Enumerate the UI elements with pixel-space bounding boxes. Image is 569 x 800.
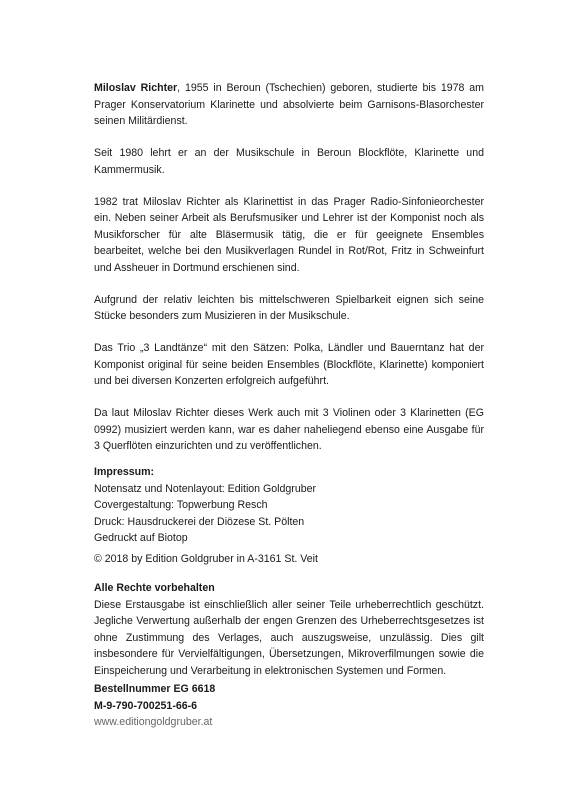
- ismn-number: M-9-790-700251-66-6: [94, 699, 198, 712]
- rights-section: [94, 580, 484, 679]
- bio-paragraph-1-text: , 1955 in Beroun (Tschechien) geboren, studierte bis 1978 am Prager Konservatorium Klarinette und absolvierte beim Garnisons-Blasorchester seinen Militärdienst.: [94, 82, 484, 127]
- bio-paragraph-3: 1982 trat Miloslav Richter als Klarinettist in das Prager Radio-Sinfonieorchester ein. Neben seiner Arbeit als Berufsmusiker und Lehrer ist der Komponist noch als Musikforscher für alte Bläsermusik tätig, die er für geeignete Ensembles bearbeitet, welche bei den Musikverlagen Rundel in Rot/Rot, Fritz in Schweinfurt und Assheuer in Dortmund erschienen sind.: [94, 195, 484, 274]
- impressum-line: Notensatz und Notenlayout: Edition Goldgruber: [94, 482, 317, 495]
- publisher-website: www.editiongoldgruber.at: [94, 716, 213, 728]
- rights-text: Diese Erstausgabe ist einschließlich aller seiner Teile urheberrechtlich geschützt. Jegliche Verwertung außerhalb der engen Grenzen des Urheberrechtsgesetzes ist ohne Zustimmung des Verlages, auch auszugsweise, unzulässig. Dies gilt insbesondere für Vervielfältigungen, Übersetzungen, Mikroverfilmungen sowie die Einspeicherung und Verarbeitung in elektronischen Systemen und Formen.: [94, 598, 484, 677]
- impressum-line: Gedruckt auf Biotop: [94, 532, 188, 544]
- order-info: [94, 681, 215, 731]
- bio-paragraph-2: Seit 1980 lehrt er an der Musikschule in Beroun Blockflöte, Klarinette und Kammermusik.: [94, 147, 484, 176]
- impressum-heading: Impressum:: [94, 466, 155, 478]
- copyright-line: © 2018 by Edition Goldgruber in A-3161 St. Veit: [94, 553, 318, 565]
- order-number: Bestellnummer EG 6618: [94, 683, 216, 695]
- bio-paragraph-1: [94, 80, 484, 130]
- bio-paragraph-6: Da laut Miloslav Richter dieses Werk auch mit 3 Violinen oder 3 Klarinetten (EG 0992) musiziert werden kann, war es daher naheliegend ebenso eine Ausgabe für 3 Querflöten einzurichten und zu veröffentlichen.: [94, 407, 484, 452]
- impressum-line: Covergestaltung: Topwerbung Resch: [94, 499, 268, 511]
- composer-name: Miloslav Richter: [94, 82, 178, 94]
- bio-paragraph-4: Aufgrund der relativ leichten bis mittelschweren Spielbarkeit eignen sich seine Stücke besonders zum Musizieren in der Musikschule.: [94, 293, 484, 322]
- composer-biography: [94, 80, 484, 470]
- impressum-line: Druck: Hausdruckerei der Diözese St. Pölten: [94, 515, 305, 528]
- bio-paragraph-5: Das Trio „3 Landtänze“ mit den Sätzen: Polka, Ländler und Bauerntanz hat der Komponist original für seine beiden Ensembles (Blockflöte, Klarinette) komponiert und bei diversen Konzerten erfolgreich aufgeführt.: [94, 342, 484, 387]
- impressum: [94, 464, 484, 547]
- rights-heading: Alle Rechte vorbehalten: [94, 582, 215, 594]
